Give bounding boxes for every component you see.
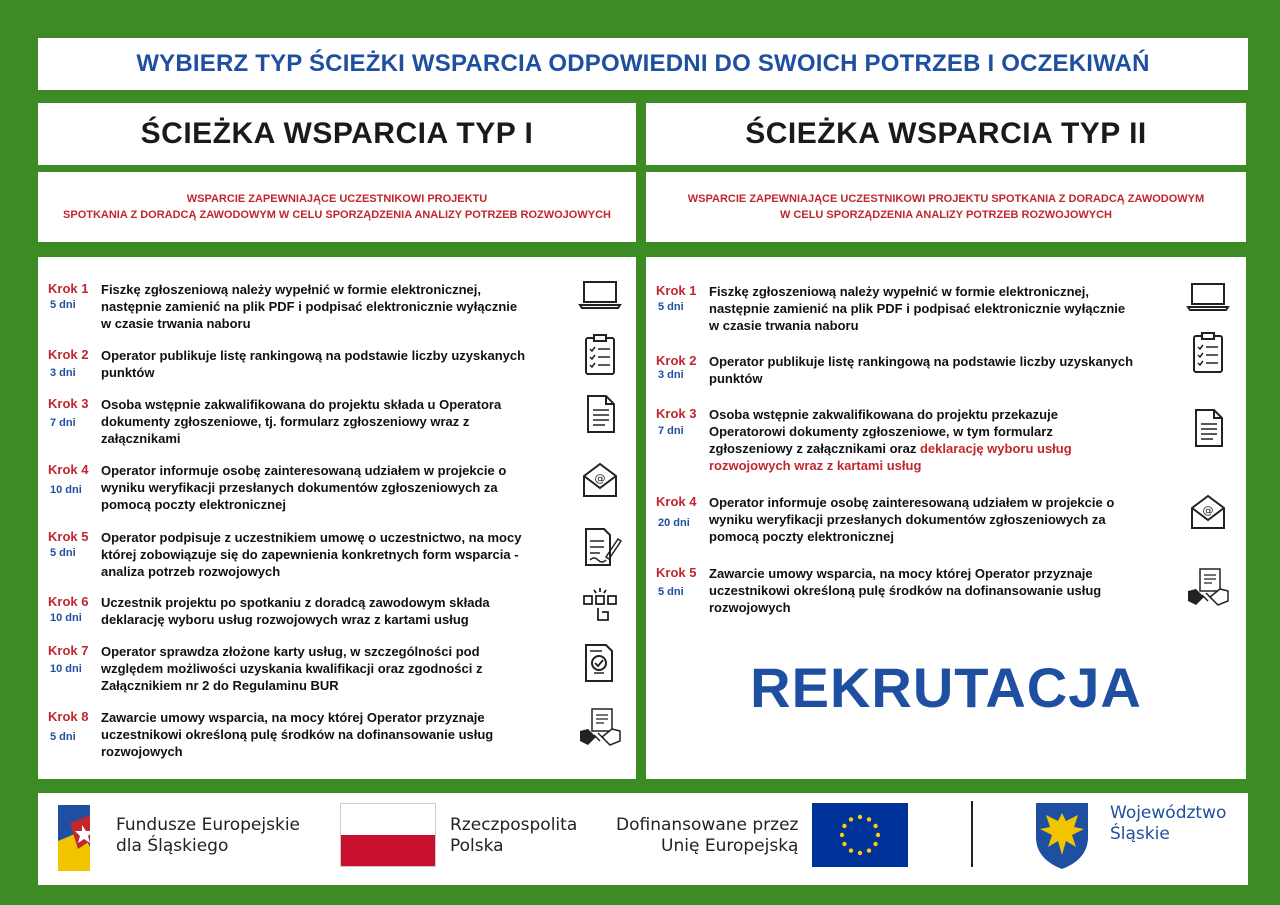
step-description: Operator informuje osobę zainteresowaną udziałem w projekcie o wyniku weryfikacji przesłanych dokumentów zgłoszeniowych za pomocą poczty elektronicznej — [709, 495, 1115, 544]
laptop-icon — [1186, 275, 1230, 319]
step-description: Zawarcie umowy wsparcia, na mocy której Operator przyznaje uczestnikowi określoną pulę środków na dofinansowanie usług rozwojowych — [709, 566, 1102, 615]
page-header — [38, 38, 1248, 90]
step-duration: 5 dni — [50, 299, 76, 311]
step-description: Zawarcie umowy wsparcia, na mocy której Operator przyznaje uczestnikowi określoną pulę środków na dofinansowanie usług rozwojowych — [101, 710, 494, 759]
step-description: Uczestnik projektu po spotkaniu z doradcą zawodowym składa deklarację wyboru usług rozwojowych wraz z kartami usług — [101, 595, 490, 627]
path-type-1-title-box — [38, 103, 636, 165]
step-text-highlight: deklarację wyboru usług rozwojowych wraz z kartami usług — [709, 441, 1072, 473]
svg-text:@: @ — [1202, 504, 1214, 517]
ue-line-2: Unię Europejską — [661, 836, 799, 856]
eu-flag-icon — [812, 803, 908, 867]
step-duration: 5 dni — [658, 301, 684, 313]
step-description: Operator sprawdza złożone karty usług, w szczególności pod względem możliwości uzyskania kwalifikacji oraz zgodności z Załącznikiem nr 2 do Regulaminu BUR — [101, 644, 483, 693]
handshake-icon — [578, 705, 622, 749]
path-type-2-title: ŚCIEŻKA WSPARCIA TYP II — [745, 117, 1147, 150]
fundusze-europejskie-logo-icon — [56, 801, 104, 875]
step-description: Operator publikuje listę rankingową na podstawie liczby uzyskanych punktów — [101, 348, 526, 380]
step-number: Krok 2 — [48, 347, 89, 362]
fe-line-2: dla Śląskiego — [116, 836, 229, 856]
ws-line-2: Śląskie — [1110, 824, 1170, 844]
step-duration: 7 dni — [50, 417, 76, 429]
step-number: Krok 4 — [48, 462, 89, 477]
rp-line-1: Rzeczpospolita — [450, 815, 578, 835]
step-description: Fiszkę zgłoszeniową należy wypełnić w formie elektronicznej, następnie zamienić na plik PDF i podpisać elektronicznie wyłącznie w czasie trwania naboru — [101, 282, 518, 331]
step-description: Operator informuje osobę zainteresowaną udziałem w projekcie o wyniku weryfikacji przesłanych dokumentów zgłoszeniowych za pomocą poczty elektronicznej — [101, 463, 507, 512]
step-number: Krok 8 — [48, 709, 89, 724]
step-number: Krok 3 — [656, 406, 697, 421]
step-text: Osoba wstępnie zakwalifikowana do projektu przekazuje Operatorowi dokumenty zgłoszeniowe, w tym formularz zgłoszeniowy z załącznikami oraz — [709, 407, 1058, 456]
handshake-icon — [1186, 565, 1230, 609]
path-type-1-subtitle-box — [38, 172, 636, 242]
certificate-icon — [578, 641, 622, 685]
step-description: Operator publikuje listę rankingową na podstawie liczby uzyskanych punktów — [709, 354, 1134, 386]
step-duration: 3 dni — [50, 367, 76, 379]
fe-logo-text — [116, 815, 300, 857]
path-type-1-subtitle: WSPARCIE ZAPEWNIAJĄCE UCZESTNIKOWI PROJEKTU SPOTKANIA Z DORADCĄ ZAWODOWYM W CELU SPORZĄDZENIA ANALIZY POTRZEB ROZWOJOWYCH — [63, 193, 611, 221]
step-number: Krok 6 — [48, 594, 89, 609]
step-number: Krok 7 — [48, 643, 89, 658]
step-description: Operator podpisuje z uczestnikiem umowę o uczestnictwo, na mocy której zobowiązuje się do zapewnienia konkretnych form wsparcia - analiza potrzeb rozwojowych — [101, 530, 522, 579]
step-number: Krok 1 — [48, 281, 89, 296]
step-duration: 3 dni — [658, 369, 684, 381]
step-description: Osoba wstępnie zakwalifikowana do projektu składa u Operatora dokumenty zgłoszeniowe, tj. formularz zgłoszeniowy wraz z załącznikami — [101, 397, 502, 446]
path-type-1-steps — [38, 257, 636, 779]
step-number: Krok 5 — [48, 529, 89, 544]
document-icon — [578, 392, 622, 436]
email-icon — [1186, 490, 1230, 534]
ws-logo-text — [1110, 803, 1226, 845]
footer-divider — [971, 801, 973, 867]
path-type-1-title: ŚCIEŻKA WSPARCIA TYP I — [140, 117, 534, 150]
path-type-2-title-box — [646, 103, 1246, 165]
clipboard-icon — [1186, 331, 1230, 375]
sign-document-icon — [578, 525, 622, 569]
rp-logo-text — [450, 815, 577, 857]
ue-line-1: Dofinansowane przez — [616, 815, 799, 835]
step-duration: 20 dni — [658, 517, 690, 529]
fe-line-1: Fundusze Europejskie — [116, 815, 300, 835]
step-number: Krok 4 — [656, 494, 697, 509]
page-title: WYBIERZ TYP ŚCIEŻKI WSPARCIA ODPOWIEDNI DO SWOICH POTRZEB I OCZEKIWAŃ — [136, 50, 1150, 77]
step-description: Fiszkę zgłoszeniową należy wypełnić w formie elektronicznej, następnie zamienić na plik PDF i podpisać elektronicznie wyłącznie w czasie trwania naboru — [709, 284, 1126, 333]
clipboard-icon — [578, 333, 622, 377]
step-duration: 5 dni — [50, 547, 76, 559]
rp-line-2: Polska — [450, 836, 504, 856]
step-number: Krok 3 — [48, 396, 89, 411]
step-duration: 10 dni — [50, 612, 82, 624]
polish-flag-icon — [340, 803, 436, 867]
recruitment-banner: REKRUTACJA — [750, 656, 1142, 719]
step-number: Krok 1 — [656, 283, 697, 298]
footer-logos — [38, 793, 1248, 885]
svg-text:@: @ — [594, 472, 606, 485]
step-description — [709, 406, 1134, 474]
path-type-2-subtitle: WSPARCIE ZAPEWNIAJĄCE UCZESTNIKOWI PROJEKTU SPOTKANIA Z DORADCĄ ZAWODOWYM W CELU SPORZĄDZENIA ANALIZY POTRZEB ROZWOJOWYCH — [687, 193, 1205, 221]
step-duration: 5 dni — [50, 731, 76, 743]
path-type-2-subtitle-box — [646, 172, 1246, 242]
select-icon — [578, 582, 622, 626]
ws-line-1: Województwo — [1110, 803, 1227, 823]
step-duration: 5 dni — [658, 586, 684, 598]
laptop-icon — [578, 273, 622, 317]
step-duration: 7 dni — [658, 425, 684, 437]
step-number: Krok 5 — [656, 565, 697, 580]
ue-logo-text — [616, 815, 798, 857]
step-duration: 10 dni — [50, 484, 82, 496]
email-icon — [578, 458, 622, 502]
document-icon — [1186, 406, 1230, 450]
silesia-coat-of-arms-icon — [1032, 799, 1092, 871]
step-duration: 10 dni — [50, 663, 82, 675]
step-number: Krok 2 — [656, 353, 697, 368]
